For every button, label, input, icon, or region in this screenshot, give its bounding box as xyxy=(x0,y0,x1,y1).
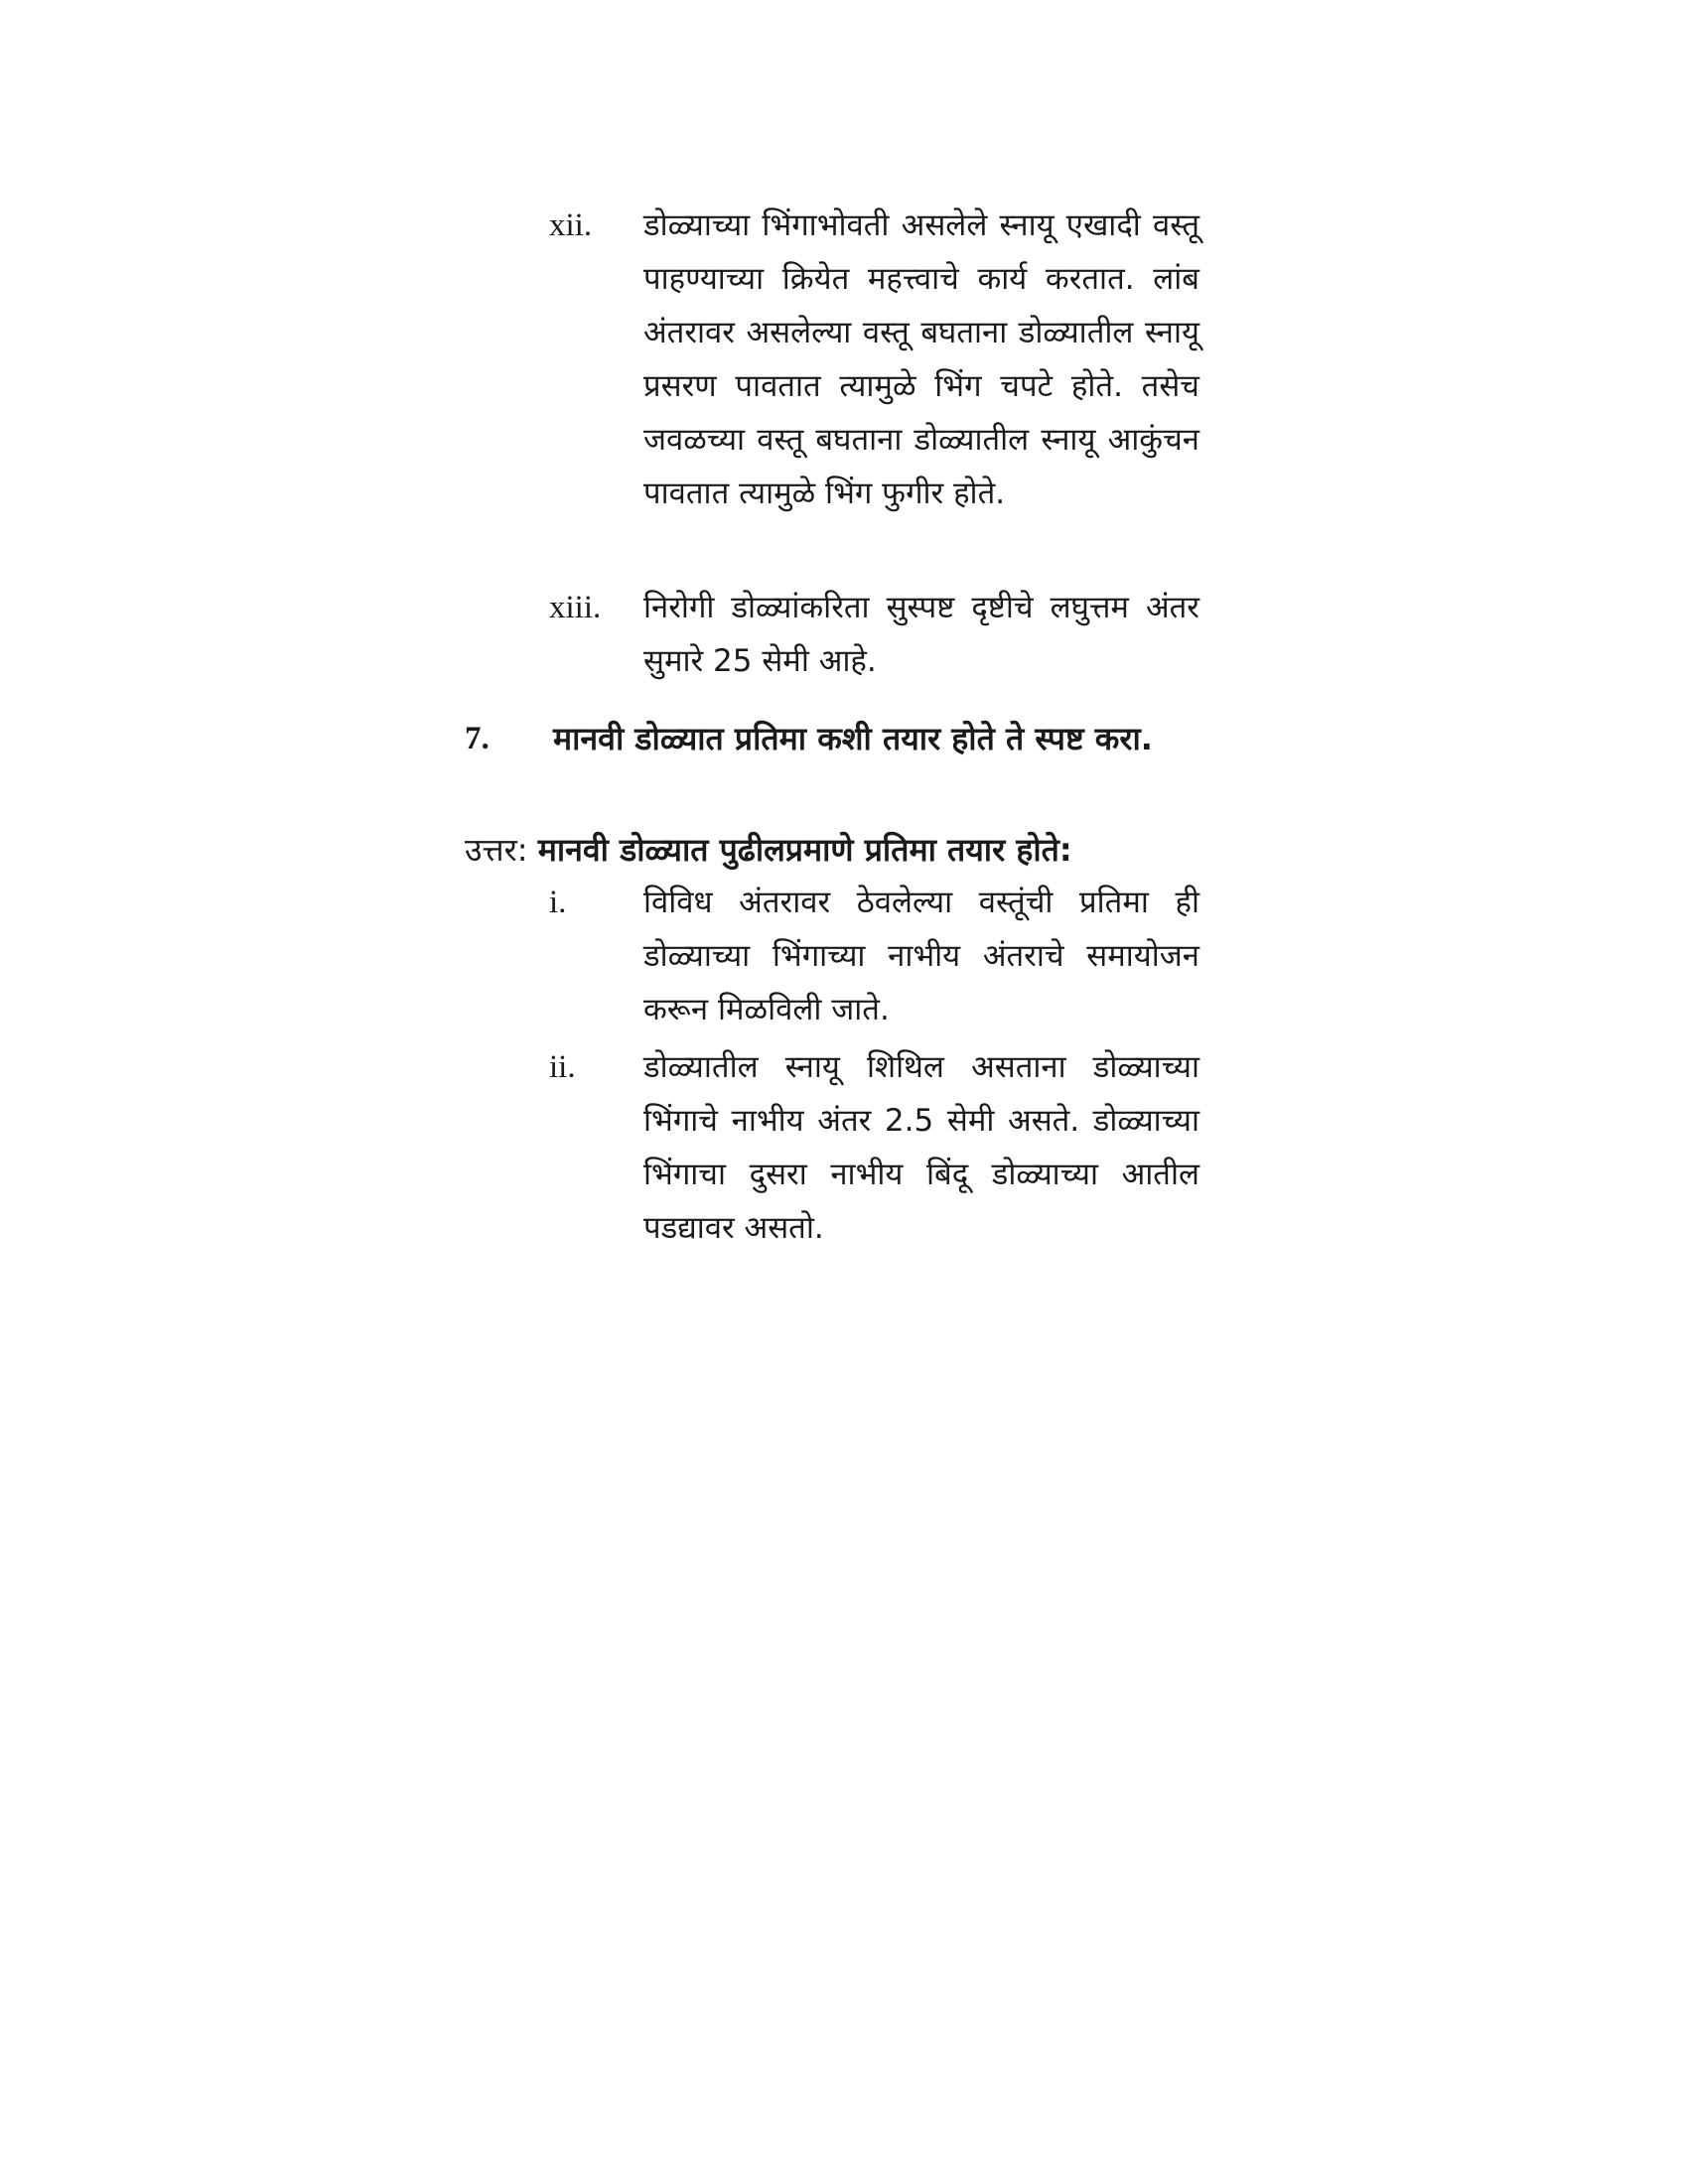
list-item-text: विविध अंतरावर ठेवलेल्या वस्तूंची प्रतिमा ही डोळ्याच्या भिंगाच्या नाभीय अंतराचे समायोजन करून मिळविली जाते. xyxy=(643,885,1199,1027)
list-item-xii xyxy=(549,199,1199,520)
list-marker: i. xyxy=(549,885,567,920)
answer-intro: मानवी डोळ्यात पुढीलप्रमाणे प्रतिमा तयार होते: xyxy=(537,831,1072,869)
answer-item-i xyxy=(549,876,1199,1036)
question-text: मानवी डोळ्यात प्रतिमा कशी तयार होते ते स्पष्ट करा. xyxy=(553,720,1153,757)
list-marker: xii. xyxy=(549,207,593,243)
question-number: 7. xyxy=(465,721,490,756)
list-item-text: डोळ्याच्या भिंगाभोवती असलेले स्नायू एखादी वस्तू पाहण्याच्या क्रियेत महत्त्वाचे कार्य करतात. लांब अंतरावर असलेल्या वस्तू बघताना डोळ्यातील स्नायू प्रसरण पावतात त्यामुळे भिंग चपटे होते. तसेच जवळच्या वस्तू बघताना डोळ्यातील स्नायू आकुंचन पावतात त्यामुळे भिंग फुगीर होते. xyxy=(643,207,1199,511)
list-marker: xiii. xyxy=(549,590,602,625)
list-item-text: निरोगी डोळ्यांकरिता सुस्पष्ट दृष्टीचे लघुत्तम अंतर सुमारे 25 सेमी आहे. xyxy=(643,590,1199,679)
answer-label: उत्तर: xyxy=(465,831,528,869)
answer-intro-line xyxy=(465,822,1072,878)
answer-item-ii xyxy=(549,1040,1199,1255)
list-item-text: डोळ्यातील स्नायू शिथिल असताना डोळ्याच्या भिंगाचे नाभीय अंतर 2.5 सेमी असते. डोळ्याच्या भिंगाचा दुसरा नाभीय बिंदू डोळ्याच्या आतील पडद्यावर असतो. xyxy=(643,1049,1199,1246)
list-item-xiii xyxy=(549,581,1199,688)
list-marker: ii. xyxy=(549,1049,576,1085)
